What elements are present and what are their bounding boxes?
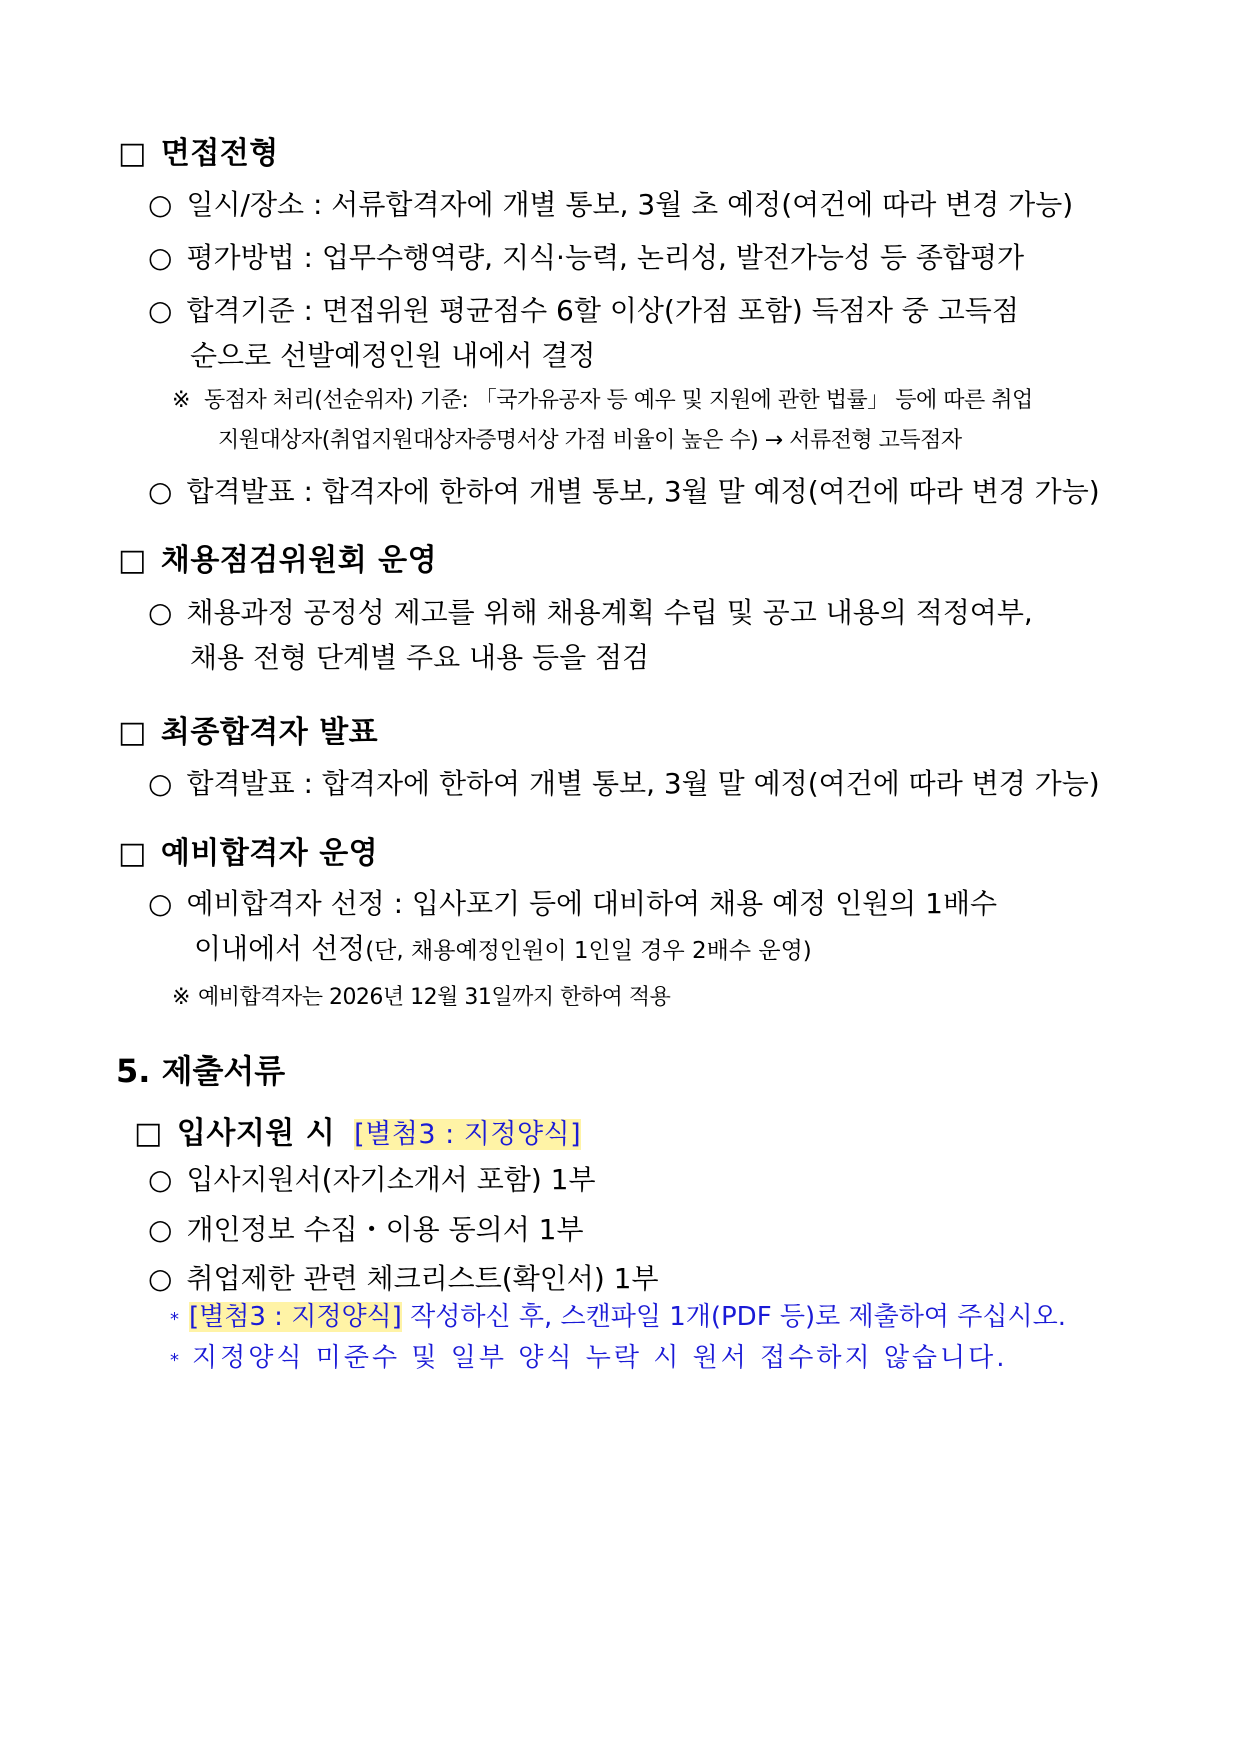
list-item-text: 예비합격자 선정 : 입사포기 등에 대비하여 채용 예정 인원의 1배수 xyxy=(186,887,998,920)
section-heading-application xyxy=(134,1108,581,1152)
list-item-text: 입사지원서(자기소개서 포함) 1부 xyxy=(186,1163,596,1196)
list-item-pass-criteria xyxy=(148,289,1019,329)
section-heading-final-results xyxy=(118,707,378,751)
continuation-text: 이내에서 선정 xyxy=(194,932,366,965)
checkbox-square-icon: □ xyxy=(134,1116,163,1151)
note-reserve-validity xyxy=(172,980,670,1011)
asterisk-icon: * xyxy=(170,1350,182,1371)
list-item-application-form xyxy=(148,1158,596,1198)
remark-text: 지정양식 미준수 및 일부 양식 누락 시 원서 접수하지 않습니다. xyxy=(192,1343,1008,1373)
note-tiebreak xyxy=(172,383,1033,414)
checkbox-square-icon: □ xyxy=(118,543,147,578)
note-text: 예비합격자는 2026년 12월 31일까지 한하여 적용 xyxy=(197,985,671,1010)
checkbox-square-icon: □ xyxy=(118,715,147,750)
section-title: 면접전형 xyxy=(160,136,279,171)
list-item-final-announcement xyxy=(148,762,1100,802)
chapter-number: 5. xyxy=(116,1052,151,1090)
remark-form-compliance xyxy=(170,1337,1008,1374)
checkbox-square-icon: □ xyxy=(118,836,147,871)
list-item-continuation: 순으로 선발예정인원 내에서 결정 xyxy=(190,339,596,372)
remark-text: 작성하신 후, 스캔파일 1개(PDF 등)로 제출하여 주십시오. xyxy=(401,1302,1067,1332)
chapter-title: 제출서류 xyxy=(161,1052,286,1090)
section-title: 입사지원 시 xyxy=(176,1116,336,1151)
checkbox-square-icon: □ xyxy=(118,136,147,171)
list-item-text: 합격기준 : 면접위원 평균점수 6할 이상(가점 포함) 득점자 중 고득점 xyxy=(186,294,1019,327)
circle-bullet-icon: ○ xyxy=(148,596,173,629)
circle-bullet-icon: ○ xyxy=(148,1213,173,1246)
section-heading-interview xyxy=(118,128,279,172)
list-item-text: 채용과정 공정성 제고를 위해 채용계획 수립 및 공고 내용의 적정여부, xyxy=(186,596,1033,629)
circle-bullet-icon: ○ xyxy=(148,475,173,508)
remark-submit-scan xyxy=(170,1296,1066,1333)
note-text: 동점자 처리(선순위자) 기준: 「국가유공자 등 예우 및 지원에 관한 법률」 등에 따른 취업 xyxy=(203,388,1033,413)
attachment-tag: [별첨3 : 지정양식] xyxy=(189,1302,402,1332)
list-item-schedule xyxy=(148,183,1073,223)
list-item-reserve-selection xyxy=(148,882,997,922)
list-item-announcement xyxy=(148,470,1100,510)
circle-bullet-icon: ○ xyxy=(148,188,173,221)
list-item-checklist xyxy=(148,1257,659,1297)
list-item-text: 취업제한 관련 체크리스트(확인서) 1부 xyxy=(186,1262,659,1295)
list-item-text: 개인정보 수집・이용 동의서 1부 xyxy=(186,1213,584,1246)
section-title: 채용점검위원회 운영 xyxy=(160,543,438,578)
section-title: 예비합격자 운영 xyxy=(160,836,379,871)
list-item-committee xyxy=(148,591,1033,631)
circle-bullet-icon: ○ xyxy=(148,294,173,327)
list-item-continuation xyxy=(194,927,812,967)
reference-mark-icon: ※ xyxy=(172,388,190,413)
list-item-text: 합격발표 : 합격자에 한하여 개별 통보, 3월 말 예정(여건에 따라 변경 가능) xyxy=(186,475,1100,508)
section-heading-reserve xyxy=(118,828,378,872)
list-item-continuation: 채용 전형 단계별 주요 내용 등을 점검 xyxy=(190,641,650,674)
attachment-tag: [별첨3 : 지정양식] xyxy=(354,1119,582,1150)
circle-bullet-icon: ○ xyxy=(148,241,173,274)
list-item-text: 합격발표 : 합격자에 한하여 개별 통보, 3월 말 예정(여건에 따라 변경 가능) xyxy=(186,767,1100,800)
continuation-parenthetical: (단, 채용예정인원이 1인일 경우 2배수 운영) xyxy=(365,938,812,964)
list-item-privacy-consent xyxy=(148,1208,584,1248)
section-title: 최종합격자 발표 xyxy=(160,715,379,750)
reference-mark-icon: ※ xyxy=(172,985,190,1010)
asterisk-icon: * xyxy=(170,1309,179,1330)
circle-bullet-icon: ○ xyxy=(148,1163,173,1196)
circle-bullet-icon: ○ xyxy=(148,767,173,800)
chapter-heading xyxy=(116,1046,285,1092)
list-item-evaluation-method xyxy=(148,236,1024,276)
circle-bullet-icon: ○ xyxy=(148,887,173,920)
section-heading-review-committee xyxy=(118,535,437,579)
list-item-text: 일시/장소 : 서류합격자에 개별 통보, 3월 초 예정(여건에 따라 변경 가능) xyxy=(186,188,1074,221)
note-continuation: 지원대상자(취업지원대상자증명서상 가점 비율이 높은 수) → 서류전형 고득점자 xyxy=(218,428,962,453)
list-item-text: 평가방법 : 업무수행역량, 지식·능력, 논리성, 발전가능성 등 종합평가 xyxy=(186,241,1025,274)
circle-bullet-icon: ○ xyxy=(148,1262,173,1295)
